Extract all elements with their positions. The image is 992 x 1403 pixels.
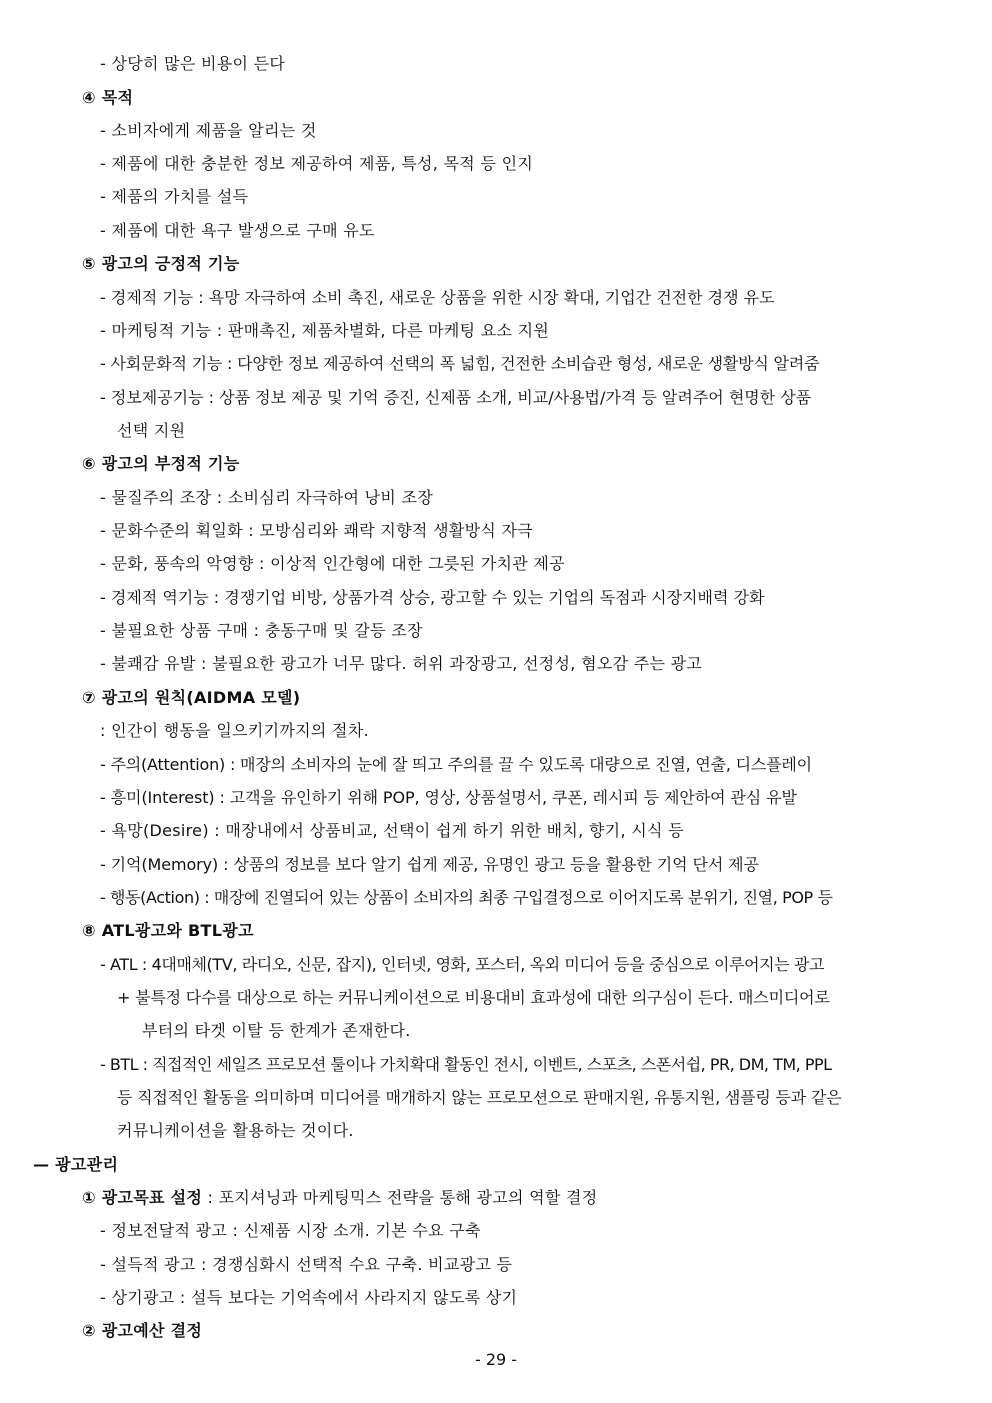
section-heading: ④ 목적 <box>82 88 134 107</box>
chapter-heading: — 광고관리 <box>33 1155 119 1174</box>
text-line: - 사회문화적 기능 : 다양한 정보 제공하여 선택의 폭 넓힘, 건전한 소비습관 형성, 새로운 생활방식 알려줌 <box>100 354 820 373</box>
heading-description: : 포지셔닝과 마케팅믹스 전략을 통해 광고의 역할 결정 <box>202 1188 598 1207</box>
text-line: - 제품의 가치를 설득 <box>100 187 249 206</box>
text-line: - 경제적 역기능 : 경쟁기업 비방, 상품가격 상승, 광고할 수 있는 기업의 독점과 시장지배력 강화 <box>100 588 765 607</box>
text-line: - 물질주의 조장 : 소비심리 자극하여 낭비 조장 <box>100 488 434 507</box>
text-line: - 주의(Attention) : 매장의 소비자의 눈에 잘 띄고 주의를 끌 수 있도록 대량으로 진열, 연출, 디스플레이 <box>100 755 812 774</box>
text-line: - 소비자에게 제품을 알리는 것 <box>100 121 317 140</box>
text-line: - 마케팅적 기능 : 판매촉진, 제품차별화, 다른 마케팅 요소 지원 <box>100 321 550 340</box>
text-line: - 불필요한 상품 구매 : 충동구매 및 갈등 조장 <box>100 621 423 640</box>
text-line: 부터의 타겟 이탈 등 한계가 존재한다. <box>142 1021 411 1040</box>
heading-label: ① 광고목표 설정 <box>82 1188 203 1207</box>
text-line: - 정보제공기능 : 상품 정보 제공 및 기억 증진, 신제품 소개, 비교/사용법/가격 등 알려주어 현명한 상품 <box>100 388 812 407</box>
text-line: : 인간이 행동을 일으키기까지의 절차. <box>100 721 369 740</box>
text-line: - ATL : 4대매체(TV, 라디오, 신문, 잡지), 인터넷, 영화, 포스터, 옥외 미디어 등을 중심으로 이루어지는 광고 <box>100 955 825 974</box>
section-heading: ⑥ 광고의 부정적 기능 <box>82 454 240 473</box>
section-heading: ⑧ ATL광고와 BTL광고 <box>82 921 254 940</box>
heading-line <box>82 1187 598 1209</box>
text-line: 커뮤니케이션을 활용하는 것이다. <box>117 1121 354 1140</box>
text-line: - 기억(Memory) : 상품의 정보를 보다 알기 쉽게 제공, 유명인 광고 등을 활용한 기억 단서 제공 <box>100 855 759 874</box>
text-line: - 경제적 기능 : 욕망 자극하여 소비 촉진, 새로운 상품을 위한 시장 확대, 기업간 건전한 경쟁 유도 <box>100 288 775 307</box>
page-number: - 29 - <box>474 1350 518 1369</box>
text-line: - 상기광고 : 설득 보다는 기억속에서 사라지지 않도록 상기 <box>100 1288 518 1307</box>
text-line: - 설득적 광고 : 경쟁심화시 선택적 수요 구축. 비교광고 등 <box>100 1255 513 1274</box>
text-line: - 정보전달적 광고 : 신제품 시장 소개. 기본 수요 구축 <box>100 1221 481 1240</box>
text-line: - 욕망(Desire) : 매장내에서 상품비교, 선택이 쉽게 하기 위한 배치, 향기, 시식 등 <box>100 821 684 840</box>
text-line: - BTL : 직접적인 세일즈 프로모션 툴이나 가치확대 활동인 전시, 이벤트, 스포츠, 스폰서쉽, PR, DM, TM, PPL <box>100 1055 832 1074</box>
text-line: - 문화, 풍속의 악영향 : 이상적 인간형에 대한 그릇된 가치관 제공 <box>100 554 565 573</box>
text-line: - 불쾌감 유발 : 불필요한 광고가 너무 많다. 허위 과장광고, 선정성, 혐오감 주는 광고 <box>100 654 703 673</box>
text-line: - 문화수준의 획일화 : 모방심리와 쾌락 지향적 생활방식 자극 <box>100 521 533 540</box>
section-heading: ② 광고예산 결정 <box>82 1321 203 1340</box>
text-line: - 상당히 많은 비용이 든다 <box>100 54 286 73</box>
text-line: - 행동(Action) : 매장에 진열되어 있는 상품이 소비자의 최종 구입결정으로 이어지도록 분위기, 진열, POP 등 <box>100 888 833 907</box>
text-line: - 흥미(Interest) : 고객을 유인하기 위해 POP, 영상, 상품설명서, 쿠폰, 레시피 등 제안하여 관심 유발 <box>100 788 797 807</box>
text-line: - 제품에 대한 충분한 정보 제공하여 제품, 특성, 목적 등 인지 <box>100 154 534 173</box>
text-line: - 제품에 대한 욕구 발생으로 구매 유도 <box>100 221 375 240</box>
text-line: 등 직접적인 활동을 의미하며 미디어를 매개하지 않는 프로모션으로 판매지원, 유통지원, 샘플링 등과 같은 <box>117 1088 842 1107</box>
section-heading: ⑤ 광고의 긍정적 기능 <box>82 254 240 273</box>
text-line: + 불특정 다수를 대상으로 하는 커뮤니케이션으로 비용대비 효과성에 대한 의구심이 든다. 매스미디어로 <box>117 988 830 1007</box>
section-heading: ⑦ 광고의 원칙(AIDMA 모델) <box>82 688 301 707</box>
text-line: 선택 지원 <box>117 421 186 440</box>
